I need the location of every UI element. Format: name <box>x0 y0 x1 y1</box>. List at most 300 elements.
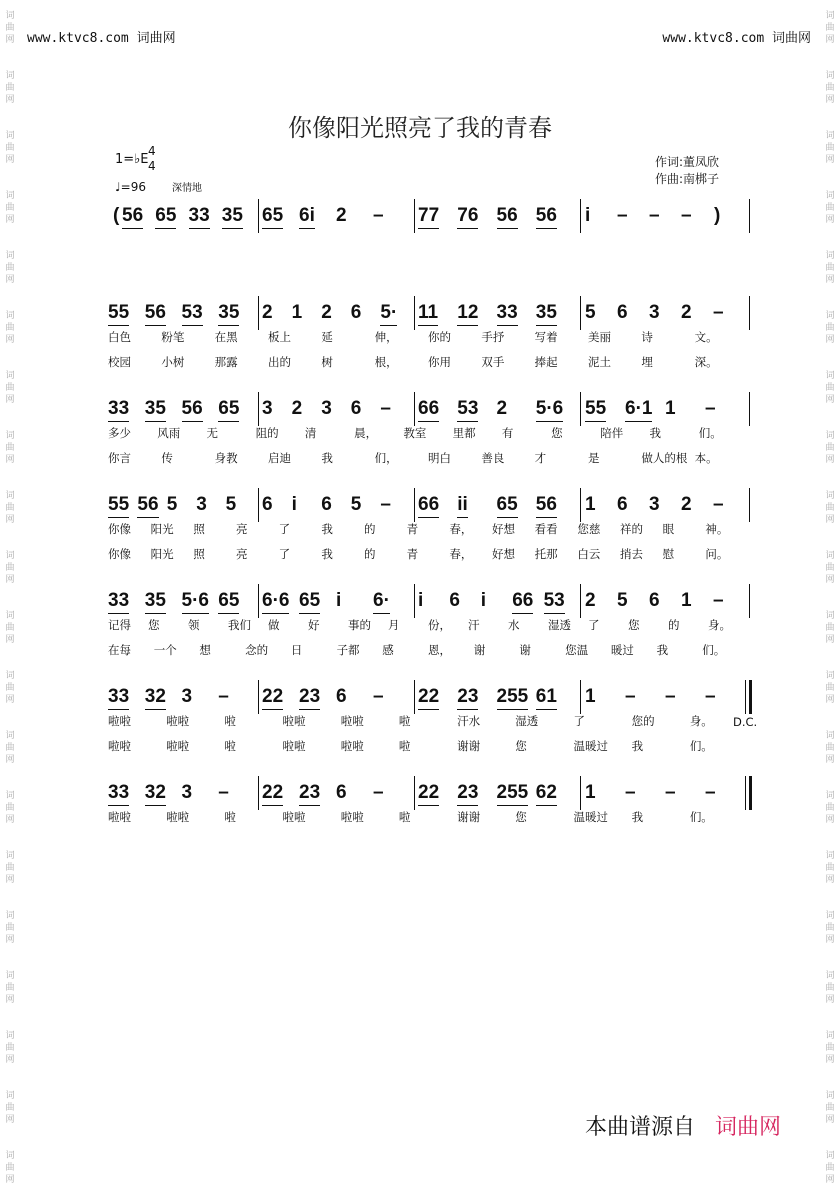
bar-line <box>258 584 259 618</box>
watermark-char: 曲 <box>5 503 15 513</box>
intro-close-paren: ) <box>714 205 721 226</box>
watermark-char: 网 <box>5 515 15 525</box>
lyric: 湿透 <box>515 714 539 728</box>
bar-line <box>258 776 259 810</box>
watermark-char: 曲 <box>825 143 835 153</box>
watermark-char: 曲 <box>5 923 15 933</box>
lyric: 亮 <box>236 547 248 561</box>
watermark-char: 网 <box>5 215 15 225</box>
watermark-char: 曲 <box>825 263 835 273</box>
note: 3 <box>181 686 193 707</box>
note: 32 <box>145 686 166 710</box>
bar-line <box>749 776 752 810</box>
watermark-char: 网 <box>825 155 835 165</box>
note: 55 <box>108 302 129 326</box>
watermark-char: 词 <box>825 491 835 501</box>
watermark-char: 网 <box>825 1115 835 1125</box>
lyric: 看看 <box>534 522 558 536</box>
intro-note: 77 <box>418 205 439 229</box>
intro-note: i <box>585 205 591 226</box>
watermark-char: 词 <box>825 11 835 21</box>
watermark-char: 网 <box>5 395 15 405</box>
intro-note: 56 <box>122 205 143 229</box>
lyric: 们。 <box>698 426 722 440</box>
watermark-char: 网 <box>5 95 15 105</box>
lyric: 感 <box>382 643 394 657</box>
note: 33 <box>108 398 129 422</box>
lyric: 啦啦 <box>166 739 190 753</box>
note: 23 <box>299 782 320 806</box>
lyric: 份， <box>428 618 451 632</box>
lyric: 树 <box>321 355 333 369</box>
note: i <box>480 590 487 611</box>
bar-line <box>580 296 581 330</box>
bar-line <box>414 199 415 233</box>
intro-open-paren: ( <box>113 205 120 226</box>
watermark-char: 网 <box>5 875 15 885</box>
lyric: 的 <box>364 547 376 561</box>
note: 66 <box>512 590 533 614</box>
lyric: 我 <box>656 643 669 657</box>
site-url-right[interactable]: www.ktvc8.com 词曲网 <box>662 31 811 46</box>
note: 33 <box>108 782 129 806</box>
bar-line <box>414 488 415 522</box>
note: 1 <box>585 686 596 707</box>
footer-brand[interactable]: 词曲网 <box>715 1115 782 1140</box>
note: 5 <box>166 494 178 515</box>
note: 1 <box>291 302 303 323</box>
lyric: 做 <box>268 618 280 632</box>
watermark-char: 词 <box>5 731 15 741</box>
lyric: 好 <box>308 618 320 632</box>
watermark-char: 网 <box>825 695 835 705</box>
lyric: 您 <box>515 739 527 753</box>
lyric: 的 <box>668 618 680 632</box>
lyric: 我 <box>321 522 333 536</box>
bar-line <box>745 680 746 714</box>
lyric: 延 <box>321 330 333 344</box>
bar-line <box>580 680 581 714</box>
watermark-char: 曲 <box>825 563 835 573</box>
lyric: 神。 <box>705 522 729 536</box>
lyric: 无 <box>206 426 218 440</box>
note: 2 <box>585 590 596 611</box>
watermark-char: 词 <box>825 611 835 621</box>
song-title: 你像阳光照亮了我的青春 <box>288 114 552 142</box>
watermark-char: 词 <box>5 1151 15 1161</box>
note: 1 <box>585 782 596 803</box>
bar-line <box>258 199 259 233</box>
note: 6·6 <box>262 590 289 614</box>
note: 5 <box>225 494 237 515</box>
note: 61 <box>536 686 557 710</box>
note: 35 <box>145 398 166 422</box>
watermark-char: 网 <box>5 575 15 585</box>
watermark-char: 曲 <box>825 323 835 333</box>
lyric: 月 <box>388 618 400 632</box>
watermark-char: 词 <box>825 311 835 321</box>
note: 33 <box>497 302 518 326</box>
note: 6 <box>449 590 460 611</box>
note: 5 <box>617 590 628 611</box>
watermark-char: 网 <box>5 995 15 1005</box>
note: 65 <box>299 590 320 614</box>
lyric: 我 <box>321 451 333 465</box>
lyric: 深。 <box>694 355 718 369</box>
bar-line <box>580 392 581 426</box>
bar-line <box>258 680 259 714</box>
watermark-char: 词 <box>5 791 15 801</box>
watermark-char: 词 <box>825 1151 835 1161</box>
lyric: 明白 <box>428 451 451 465</box>
intro-note: – <box>373 205 384 226</box>
watermark-char: 网 <box>5 275 15 285</box>
watermark-char: 曲 <box>5 203 15 213</box>
bar-line <box>745 776 746 810</box>
note: 62 <box>536 782 557 806</box>
watermark-char: 曲 <box>825 623 835 633</box>
intro-note: 56 <box>536 205 557 229</box>
watermark-char: 曲 <box>825 683 835 693</box>
lyric: 眼 <box>662 522 675 536</box>
bar-line <box>749 584 750 618</box>
watermark-char: 曲 <box>5 863 15 873</box>
note: 66 <box>418 494 439 518</box>
watermark-char: 词 <box>5 971 15 981</box>
lyric: 啦啦 <box>166 810 190 824</box>
intro-note: – <box>617 205 628 226</box>
lyric: 啦啦 <box>340 810 364 824</box>
watermark-char: 网 <box>5 1175 15 1185</box>
lyric: 多少 <box>108 426 131 440</box>
lyric: 是 <box>588 451 600 465</box>
lyric: 那露 <box>214 355 238 369</box>
note: 6 <box>262 494 273 515</box>
watermark-char: 曲 <box>5 683 15 693</box>
lyric: 校园 <box>108 355 131 369</box>
note: 3 <box>262 398 273 419</box>
watermark-char: 网 <box>825 575 835 585</box>
watermark-char: 曲 <box>825 503 835 513</box>
bar-line <box>258 392 259 426</box>
lyric: 白云 <box>577 547 601 561</box>
watermark-char: 词 <box>825 911 835 921</box>
note: 3 <box>321 398 332 419</box>
bar-line <box>749 199 750 233</box>
lyric: 啦啦 <box>108 810 131 824</box>
watermark-char: 词 <box>825 71 835 81</box>
note: – <box>705 398 716 419</box>
watermark-char: 词 <box>5 611 15 621</box>
watermark-char: 曲 <box>5 323 15 333</box>
note: – <box>218 686 229 707</box>
lyric: 阳光 <box>150 547 174 561</box>
lyric: 的 <box>364 522 376 536</box>
watermark-char: 网 <box>825 275 835 285</box>
lyric: 身教 <box>214 451 238 465</box>
lyric: 您 <box>148 618 160 632</box>
note: 35 <box>145 590 166 614</box>
intro-note: – <box>681 205 692 226</box>
note: 11 <box>418 302 438 326</box>
lyric: 有 <box>501 426 514 440</box>
lyric: 啦 <box>398 810 411 824</box>
watermark-char: 词 <box>5 551 15 561</box>
watermark-char: 网 <box>825 935 835 945</box>
note: 5 <box>585 302 596 323</box>
lyric: 子都 <box>336 643 360 657</box>
lyric: 粉笔 <box>161 330 185 344</box>
note: 35 <box>218 302 239 326</box>
note: 2 <box>262 302 273 323</box>
note: 6 <box>617 302 628 323</box>
lyricist-credit: 作词:董凤欣 <box>655 155 720 169</box>
watermark-char: 网 <box>5 815 15 825</box>
lyric: 亮 <box>236 522 248 536</box>
lyric: 春， <box>449 547 473 561</box>
watermark-char: 词 <box>825 731 835 741</box>
note: 35 <box>536 302 557 326</box>
bar-line <box>580 584 581 618</box>
lyric: 祥的 <box>620 522 643 536</box>
lyric: 一个 <box>153 643 177 657</box>
lyric: 才 <box>534 451 547 465</box>
lyric: 在每 <box>108 643 131 657</box>
watermark-char: 网 <box>825 995 835 1005</box>
note: 2 <box>321 302 332 323</box>
lyric: 照 <box>193 547 205 561</box>
intro-note: 65 <box>262 205 283 229</box>
note: 65 <box>497 494 518 518</box>
lyric: 温暖过 <box>573 739 608 753</box>
note: 23 <box>457 686 478 710</box>
intro-note: 76 <box>457 205 478 229</box>
watermark-char: 曲 <box>5 1163 15 1173</box>
lyric: 青 <box>406 547 419 561</box>
watermark-char: 网 <box>825 455 835 465</box>
lyric: 陪伴 <box>600 426 624 440</box>
note: 1 <box>665 398 676 419</box>
watermark-char: 词 <box>5 251 15 261</box>
note: 56 <box>137 494 158 518</box>
watermark-char: 网 <box>5 455 15 465</box>
watermark-char: 曲 <box>825 203 835 213</box>
note: 6 <box>350 302 362 323</box>
lyric: 您 <box>515 810 527 824</box>
note: – <box>705 686 716 707</box>
watermark-char: 曲 <box>825 443 835 453</box>
note: 6 <box>617 494 628 515</box>
lyric: 啦啦 <box>282 714 306 728</box>
watermark-char: 词 <box>825 551 835 561</box>
note: 5· <box>380 302 397 326</box>
lyric: 好想 <box>492 522 515 536</box>
watermark-char: 曲 <box>5 983 15 993</box>
note: – <box>380 494 391 515</box>
watermark-char: 词 <box>825 971 835 981</box>
lyric: 暖过 <box>610 643 634 657</box>
time-bottom: 4 <box>148 159 156 173</box>
dc-marking: D.C. <box>733 715 758 729</box>
note: 255 <box>497 782 529 806</box>
watermark-char: 网 <box>825 875 835 885</box>
intro-note: 2 <box>336 205 347 226</box>
watermark-char: 曲 <box>825 1103 835 1113</box>
note: 23 <box>299 686 320 710</box>
lyric: 啦啦 <box>340 739 364 753</box>
note: 22 <box>262 782 283 806</box>
watermark-char: 曲 <box>5 1043 15 1053</box>
lyric: 问。 <box>705 547 729 561</box>
lyric: 念的 <box>245 643 269 657</box>
lyric: 啦啦 <box>282 739 306 753</box>
lyric: 我 <box>631 739 644 753</box>
watermark-char: 网 <box>5 1055 15 1065</box>
note: 55 <box>108 494 129 518</box>
lyric: 们。 <box>689 810 713 824</box>
lyric: 我们 <box>228 618 251 632</box>
note: 6 <box>321 494 332 515</box>
watermark-char: 曲 <box>5 563 15 573</box>
note: 65 <box>218 398 239 422</box>
watermark-char: 网 <box>5 1115 15 1125</box>
note: – <box>373 782 384 803</box>
note: – <box>713 590 724 611</box>
watermark-char: 网 <box>825 515 835 525</box>
lyric: 啦 <box>398 739 411 753</box>
bar-line <box>749 488 750 522</box>
watermark-char: 曲 <box>825 23 835 33</box>
watermark-char: 曲 <box>5 83 15 93</box>
note: 3 <box>649 302 660 323</box>
watermark-char: 曲 <box>825 803 835 813</box>
watermark-char: 曲 <box>825 1043 835 1053</box>
note: – <box>218 782 229 803</box>
lyric: 出的 <box>268 355 291 369</box>
lyric: 您 <box>628 618 640 632</box>
bar-line <box>580 199 581 233</box>
lyric: 捧起 <box>534 355 558 369</box>
lyric: 本。 <box>694 451 718 465</box>
lyric: 你言 <box>108 451 131 465</box>
watermark-char: 词 <box>825 431 835 441</box>
watermark-char: 词 <box>825 851 835 861</box>
lyric: 谢 <box>519 643 531 657</box>
lyric: 啦啦 <box>282 810 306 824</box>
site-url-left[interactable]: www.ktvc8.com 词曲网 <box>27 31 176 46</box>
lyric: 白色 <box>108 330 131 344</box>
intro-note: 35 <box>222 205 243 229</box>
watermark-char: 网 <box>5 155 15 165</box>
note: 33 <box>108 686 129 710</box>
note: 53 <box>182 302 203 326</box>
lyric: 们。 <box>702 643 726 657</box>
note: 3 <box>196 494 207 515</box>
note: – <box>713 494 724 515</box>
lyric: 好想 <box>492 547 515 561</box>
lyric: 湿透 <box>548 618 571 632</box>
lyric: 阻的 <box>255 426 279 440</box>
watermark-char: 词 <box>5 11 15 21</box>
lyric: 身。 <box>689 714 713 728</box>
lyric: 板上 <box>268 330 291 344</box>
watermark-char: 词 <box>825 371 835 381</box>
note: – <box>665 782 676 803</box>
note: 22 <box>418 686 439 710</box>
watermark-char: 网 <box>825 755 835 765</box>
note: 6 <box>336 782 347 803</box>
watermark-char: 网 <box>825 35 835 45</box>
watermark-char: 词 <box>5 1031 15 1041</box>
lyric: 你用 <box>428 355 451 369</box>
watermark-char: 词 <box>5 311 15 321</box>
watermark-char: 词 <box>5 851 15 861</box>
bar-line <box>414 584 415 618</box>
lyric: 我 <box>631 810 644 824</box>
lyric: 春， <box>449 522 473 536</box>
lyric: 水 <box>508 618 520 632</box>
lyric: 照 <box>193 522 205 536</box>
lyric: 启迪 <box>268 451 291 465</box>
bar-line <box>258 488 259 522</box>
lyric: 写着 <box>534 330 558 344</box>
intro-note: 6i <box>299 205 315 229</box>
watermark-char: 网 <box>825 215 835 225</box>
lyric: 你像 <box>108 522 131 536</box>
note: i <box>291 494 297 515</box>
note: i <box>418 590 424 611</box>
lyric: 了 <box>573 714 585 728</box>
lyric: 谢谢 <box>457 810 481 824</box>
intro-note: 56 <box>497 205 518 229</box>
lyric: 恩， <box>428 643 451 657</box>
lyric: 伸， <box>374 330 398 344</box>
intro-note: 33 <box>189 205 210 229</box>
lyric: 手抒 <box>481 330 505 344</box>
note: 5·6 <box>536 398 563 422</box>
bar-line <box>258 296 259 330</box>
note: 6· <box>373 590 390 614</box>
lyric: 根， <box>374 355 398 369</box>
watermark-char: 词 <box>5 671 15 681</box>
note: 66 <box>418 398 439 422</box>
watermark-char: 词 <box>5 1091 15 1101</box>
lyric: 托那 <box>534 547 558 561</box>
lyric: 慰 <box>662 547 675 561</box>
note: 53 <box>544 590 565 614</box>
lyric: 文。 <box>694 330 718 344</box>
lyric: 日 <box>290 643 303 657</box>
watermark-char: 曲 <box>825 1163 835 1173</box>
watermark-char: 曲 <box>825 863 835 873</box>
lyric: 啦啦 <box>340 714 364 728</box>
lyric: 里都 <box>452 426 476 440</box>
lyric: 啦啦 <box>166 714 190 728</box>
watermark-char: 曲 <box>825 983 835 993</box>
lyric: 清 <box>304 426 317 440</box>
note: 2 <box>681 494 692 515</box>
lyric: 你像 <box>108 547 131 561</box>
key-signature: 1=♭E <box>115 152 149 167</box>
lyric: 啦啦 <box>108 739 131 753</box>
note: 56 <box>182 398 203 422</box>
lyric: 我 <box>321 547 333 561</box>
lyric: 教室 <box>403 426 427 440</box>
bar-line <box>749 296 750 330</box>
lyric: 领 <box>188 618 200 632</box>
note: 6 <box>350 398 362 419</box>
lyric: 您慈 <box>577 522 601 536</box>
